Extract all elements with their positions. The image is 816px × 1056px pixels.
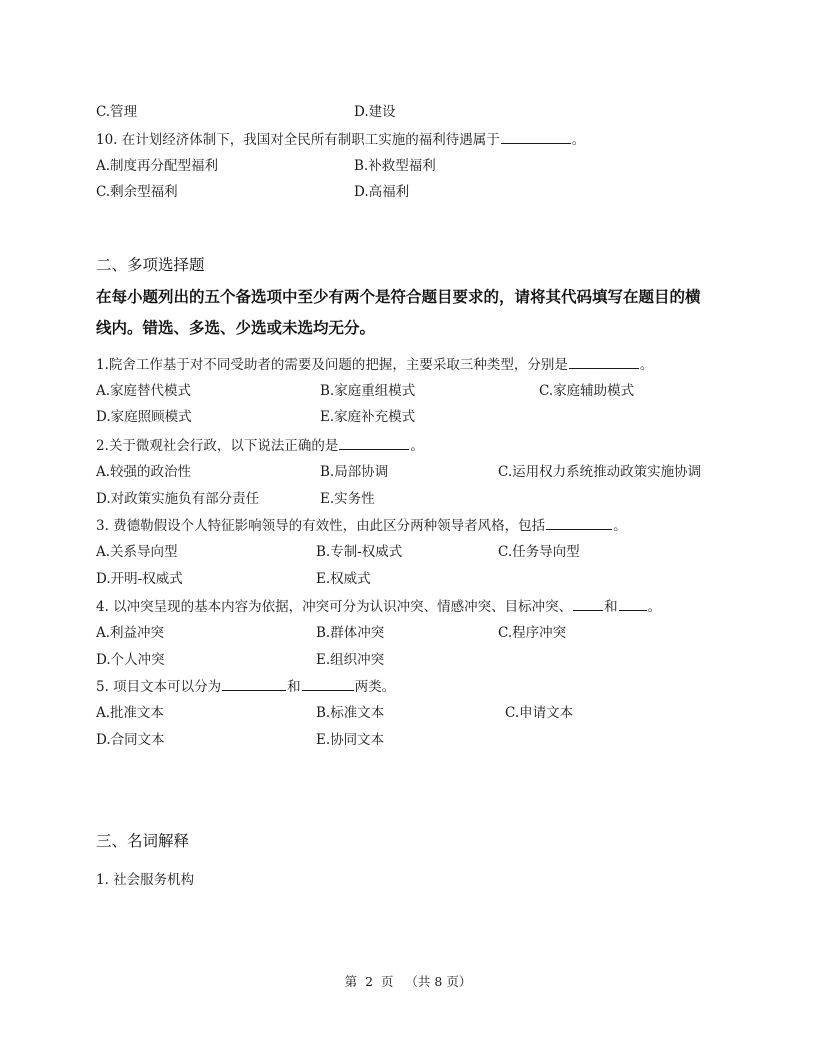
- option-c: C.剩余型福利: [96, 184, 178, 200]
- option-a: A.家庭替代模式: [96, 383, 192, 399]
- option-b: B.群体冲突: [316, 625, 385, 641]
- page-footer: 第 2 页 （共 8 页）: [344, 974, 472, 989]
- option-a: A.制度再分配型福利: [96, 158, 219, 174]
- answer-blank-2: [302, 677, 354, 691]
- question-end: 。: [410, 438, 424, 454]
- answer-blank: [569, 355, 639, 369]
- instructions-line-1: 在每小题列出的五个备选项中至少有两个是符合题目要求的，请将其代码填写在题目的横: [96, 288, 701, 306]
- term-question-1: 1. 社会服务机构: [96, 872, 195, 888]
- option-d: D.开明-权威式: [96, 571, 183, 587]
- answer-blank: [501, 130, 571, 144]
- option-b: B.家庭重组模式: [320, 383, 416, 399]
- answer-blank: [339, 436, 409, 450]
- question-3: [96, 516, 627, 535]
- option-a: A.批准文本: [96, 705, 165, 721]
- answer-blank-2: [619, 597, 647, 611]
- option-c: C.申请文本: [505, 705, 574, 721]
- option-b: B.补救型福利: [354, 158, 436, 174]
- question-10: [96, 130, 585, 149]
- question-end: 两类。: [354, 679, 396, 695]
- question-end: 。: [639, 357, 654, 373]
- option-d: D.合同文本: [96, 732, 165, 748]
- option-a: A.关系导向型: [96, 544, 178, 560]
- option-e: E.实务性: [320, 491, 375, 507]
- section-title: 二、多项选择题: [96, 256, 205, 274]
- option-e: E.权威式: [316, 571, 371, 587]
- option-d: D.个人冲突: [96, 652, 165, 668]
- option-c: C.家庭辅助模式: [539, 383, 635, 399]
- section-title: 三、名词解释: [96, 832, 190, 850]
- question-end: 。: [613, 518, 627, 534]
- question-stem: 4. 以冲突呈现的基本内容为依据，冲突可分为认识冲突、情感冲突、目标冲突、: [96, 599, 573, 615]
- option-e: E.组织冲突: [316, 652, 385, 668]
- question-stem: 2.关于微观社会行政，以下说法正确的是: [96, 438, 339, 454]
- answer-blank: [546, 516, 612, 530]
- option-c: C.管理: [96, 104, 138, 120]
- question-end: 。: [647, 599, 662, 615]
- option-b: B.局部协调: [320, 464, 389, 480]
- option-c: C.程序冲突: [498, 625, 567, 641]
- question-2: [96, 436, 424, 455]
- option-d: D.家庭照顾模式: [96, 409, 192, 425]
- option-b: B.专制-权威式: [316, 544, 403, 560]
- option-d: D.建设: [354, 104, 396, 120]
- question-stem: 3. 费德勒假设个人特征影响领导的有效性，由此区分两种领导者风格，包括: [96, 518, 546, 534]
- answer-blank-1: [573, 597, 603, 611]
- option-b: B.标准文本: [316, 705, 385, 721]
- option-d: D.高福利: [354, 184, 410, 200]
- instructions-line-2: 线内。错选、多选、少选或未选均无分。: [96, 319, 376, 337]
- answer-blank-1: [222, 677, 286, 691]
- question-mid: 和: [287, 679, 301, 695]
- option-a: A.利益冲突: [96, 625, 165, 641]
- option-d: D.对政策实施负有部分责任: [96, 491, 260, 507]
- question-stem: 10. 在计划经济体制下，我国对全民所有制职工实施的福利待遇属于: [96, 132, 500, 148]
- option-c: C.任务导向型: [498, 544, 580, 560]
- option-e: E.家庭补充模式: [320, 409, 416, 425]
- question-4: [96, 597, 661, 616]
- question-1: [96, 355, 653, 374]
- question-stem: 5. 项目文本可以分为: [96, 679, 222, 695]
- option-a: A.较强的政治性: [96, 464, 192, 480]
- question-mid: 和: [604, 599, 618, 615]
- question-end: 。: [571, 132, 586, 148]
- question-stem: 1.院舍工作基于对不同受助者的需要及问题的把握，主要采取三种类型，分别是: [96, 357, 568, 373]
- question-5: [96, 677, 395, 696]
- option-e: E.协同文本: [316, 732, 385, 748]
- option-c: C.运用权力系统推动政策实施协调: [498, 464, 702, 480]
